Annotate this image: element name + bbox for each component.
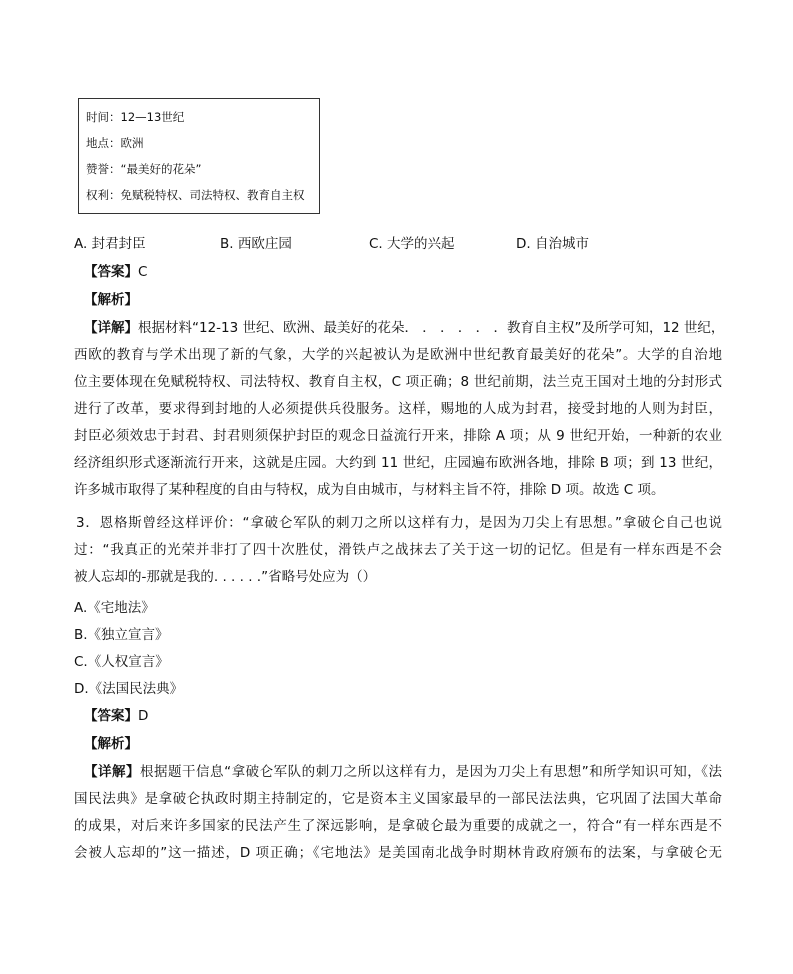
q3-option-d: D.《法国民法典》 <box>74 681 184 697</box>
material-place: 地点：欧洲 <box>86 136 144 150</box>
analysis-tag: 【解析】 <box>84 292 138 308</box>
q2-analysis-heading <box>84 288 138 308</box>
q3-analysis-heading <box>84 732 138 752</box>
q3-detail-line: 会被人忘却的”这一描述，D 项正确；《宅地法》是美国南北战争时期林肯政府颁布的法案，与拿破仑无 <box>74 845 722 861</box>
q3-stem-line: 过：“我真正的光荣并非打了四十次胜仗，滑铁卢之战抹去了关于这一切的记忆。但是有一样东西是不会 <box>74 542 722 558</box>
q2-detail-line: 经济组织形式逐渐流行开来，这就是庄园。大约到 11 世纪，庄园遍布欧洲各地，排除 B 项；到 13 世纪， <box>74 455 722 471</box>
q2-options <box>74 232 754 252</box>
material-time: 时间：12—13世纪 <box>86 110 185 124</box>
q3-stem <box>74 510 722 591</box>
q3-stem-line: 被人忘却的-那就是我的. . . . . .”省略号处应为（） <box>74 569 377 585</box>
q2-option-a: A. 封君封臣 <box>74 236 146 252</box>
q2-option-c: C. 大学的兴起 <box>369 236 455 252</box>
q2-detail <box>74 315 725 504</box>
q2-detail-line: 进行了改革，要求得到封地的人必须提供兵役服务。这样，赐地的人成为封君，接受封地的人则为封臣， <box>74 401 722 417</box>
answer-value: C <box>138 264 148 280</box>
material-box <box>78 98 320 214</box>
material-rights: 权利：免赋税特权、司法特权、教育自主权 <box>86 188 305 202</box>
material-praise: 赞誉：“最美好的花朵” <box>86 162 202 176</box>
q3-stem-line: 3．恩格斯曾经这样评价：“拿破仑军队的刺刀之所以这样有力，是因为刀尖上有思想。”拿破仑自己也说 <box>76 515 722 531</box>
q3-detail-line: 国民法典》是拿破仑执政时期主持制定的，它是资本主义国家最早的一部民法法典，它巩固了法国大革命 <box>74 791 722 807</box>
detail-tag: 【详解】 <box>84 320 138 336</box>
q2-detail-line: 封臣必须效忠于封君、封君则须保护封臣的观念日益流行开来，排除 A 项；从 9 世纪开始，一种新的农业 <box>74 428 722 444</box>
answer-tag: 【答案】 <box>84 708 138 724</box>
q3-option-c: C.《人权宣言》 <box>74 654 169 670</box>
q2-detail-line: 西欧的教育与学术出现了新的气象，大学的兴起被认为是欧洲中世纪教育最美好的花朵”。大学的自治地 <box>74 347 722 363</box>
q3-detail-line: 的成果，对后来许多国家的民法产生了深远影响，是拿破仑最为重要的成就之一，符合“有一样东西是不 <box>74 818 722 834</box>
q2-detail-line: 位主要体现在免赋税特权、司法特权、教育自主权，C 项正确；8 世纪前期，法兰克王国对土地的分封形式 <box>74 374 722 390</box>
q3-detail-line: 【详解】根据题干信息“拿破仑军队的刺刀之所以这样有力，是因为刀尖上有思想”和所学知识可知，《法 <box>84 764 722 780</box>
analysis-tag: 【解析】 <box>84 736 138 752</box>
detail-tag: 【详解】 <box>84 764 141 780</box>
q2-detail-line: 许多城市取得了某种程度的自由与特权，成为自由城市，与材料主旨不符，排除 D 项。故选 C 项。 <box>74 482 665 498</box>
answer-tag: 【答案】 <box>84 264 138 280</box>
answer-value: D <box>138 708 149 724</box>
q3-detail <box>74 759 722 867</box>
q3-option-a: A.《宅地法》 <box>74 600 155 616</box>
q2-answer <box>84 260 147 280</box>
q2-option-d: D. 自治城市 <box>516 236 589 252</box>
q3-option-b: B.《独立宣言》 <box>74 627 169 643</box>
q2-detail-line: 【详解】根据材料“12-13 世纪、欧洲、最美好的花朵． ． ． ． ． ．教育自主权”及所学可知，12 世纪， <box>84 320 725 336</box>
q3-answer <box>84 704 148 724</box>
q2-option-b: B. 西欧庄园 <box>220 236 292 252</box>
